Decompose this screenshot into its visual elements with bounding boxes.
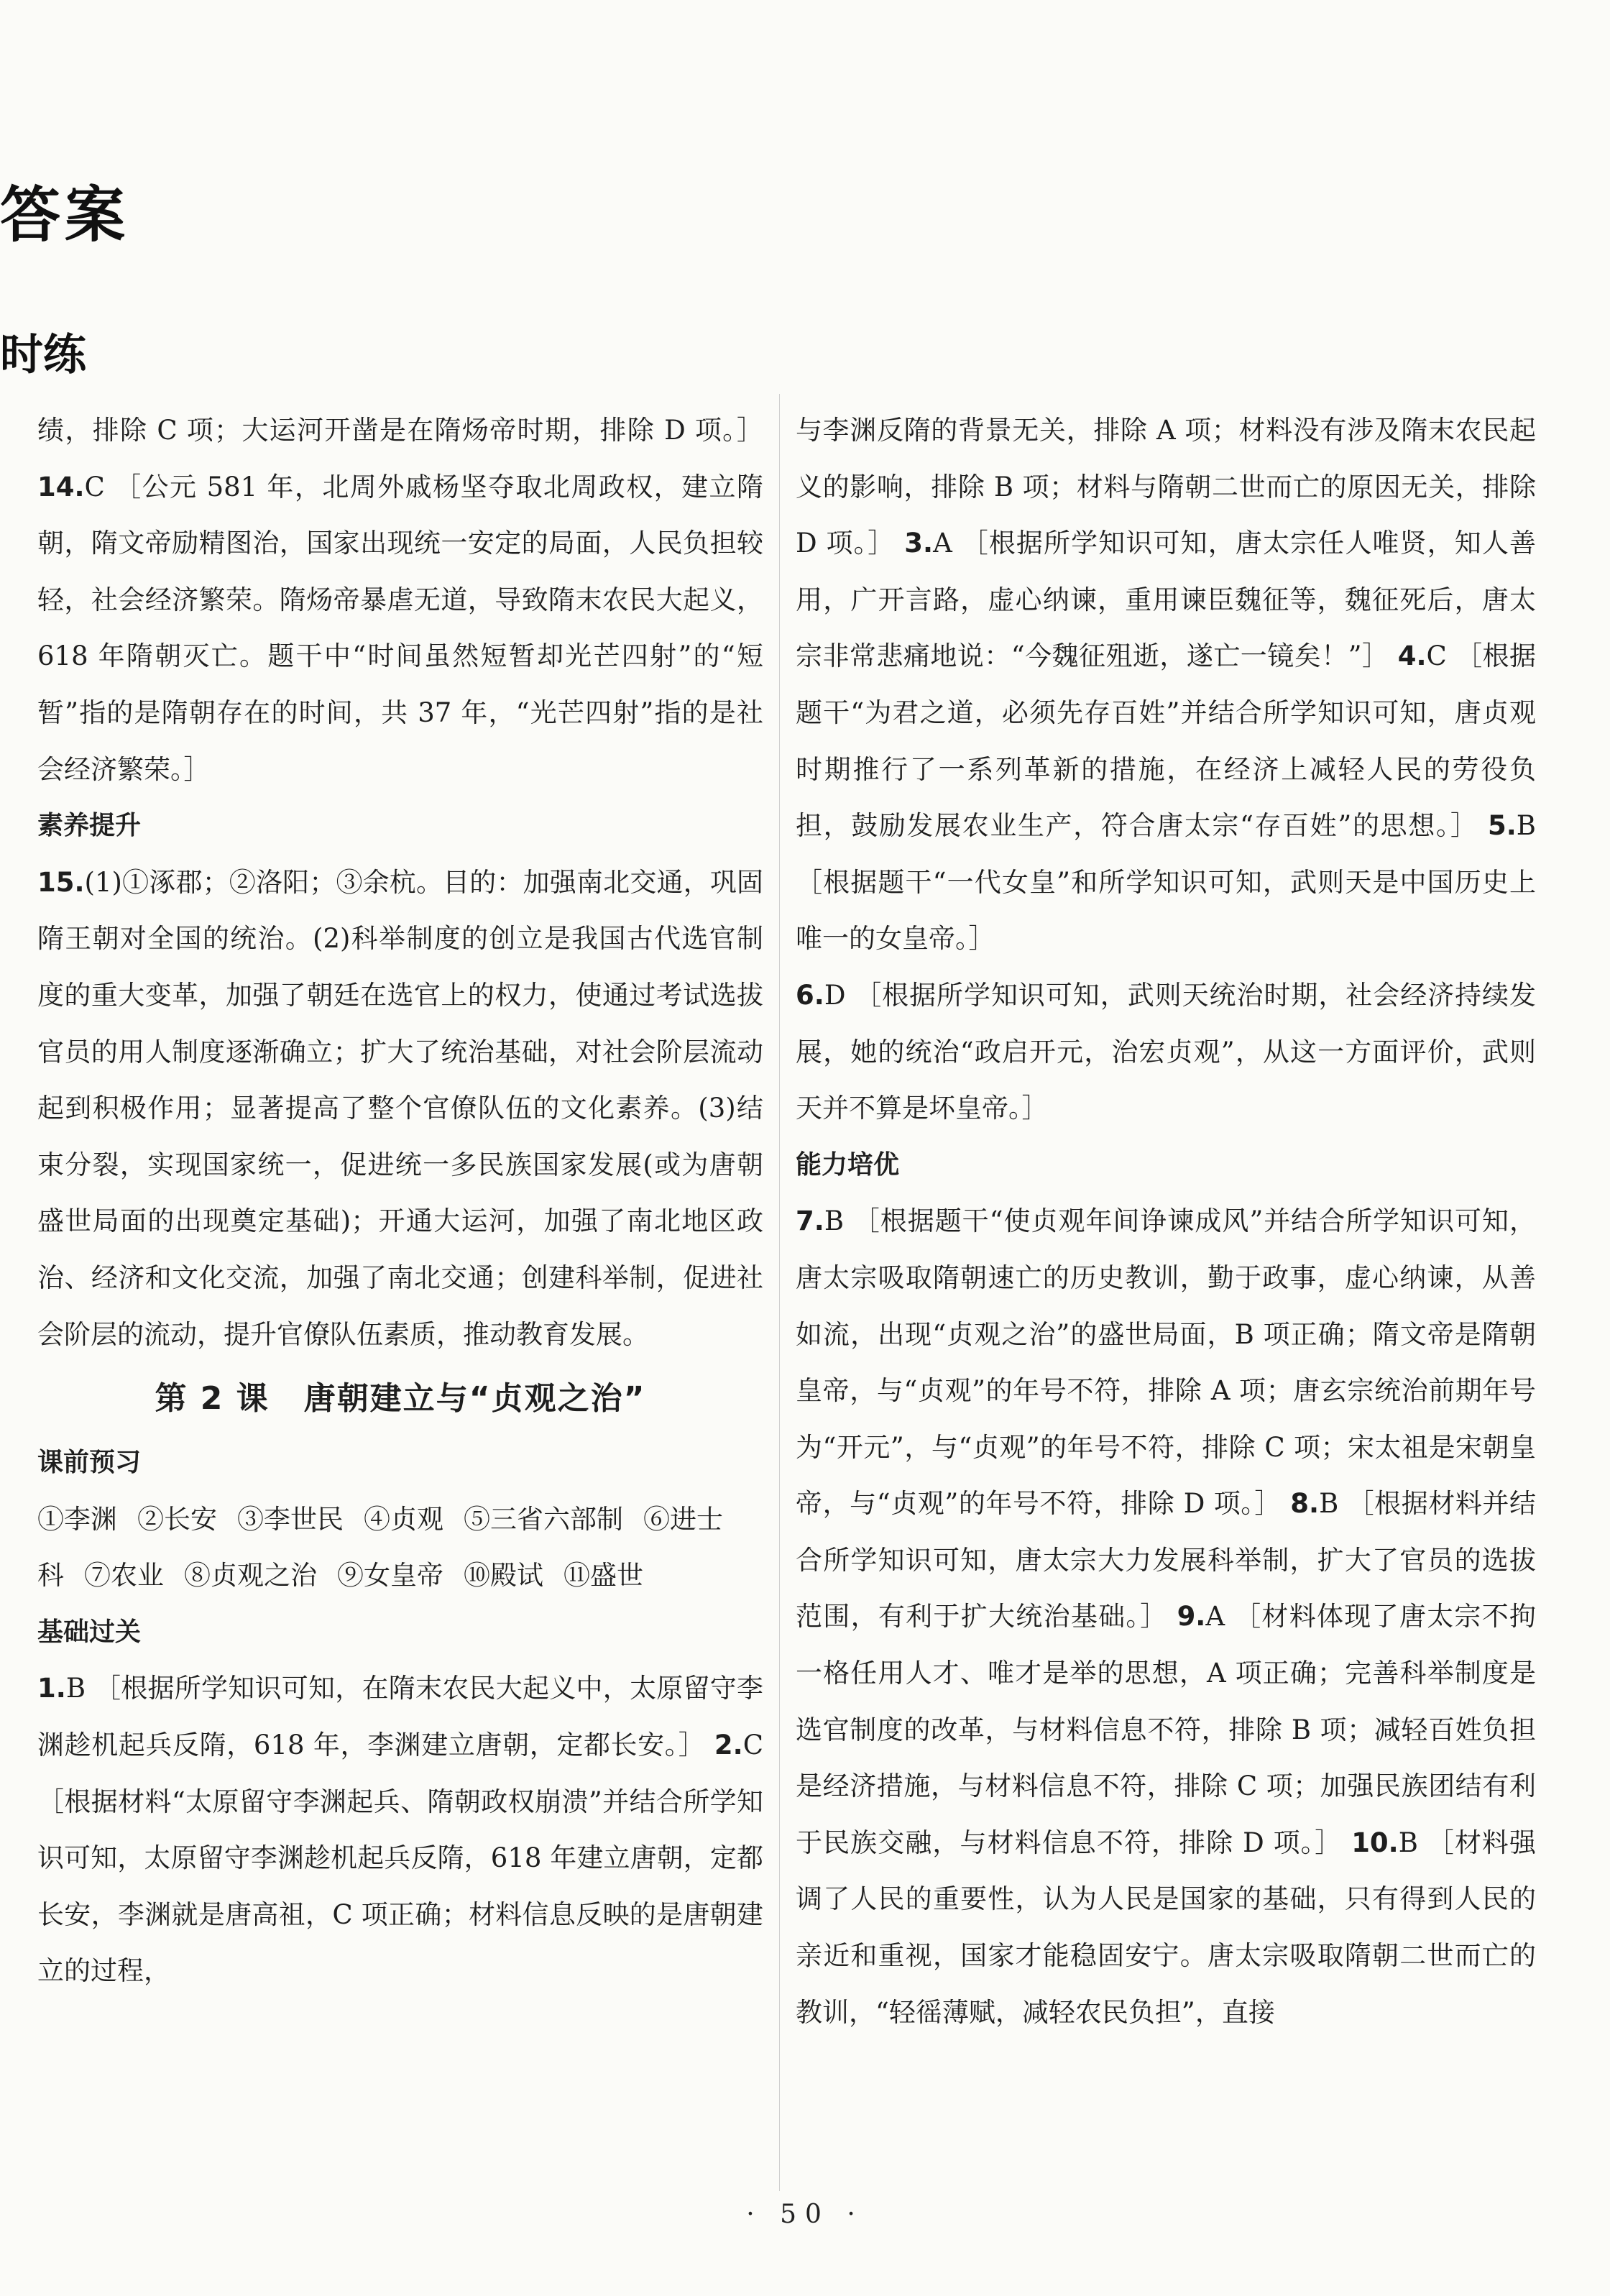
answer-text: C ［公元 581 年，北周外戚杨坚夺取北周政权，建立隋朝，隋文帝励精图治，国家出现统一安定的局面，人民负担较轻，社会经济繁荣。隋炀帝暴虐无道，导致隋末农民大起义，618 年隋朝灭亡。题干中“时间虽然短暂却光芒四射”的“短暂”指的是隋朝存在的时间，共 37 年，“光芒四射”指的是社会经济繁荣。］ [37, 471, 763, 785]
answer-text: C ［根据材料“太原留守李渊起兵、隋朝政权崩溃”并结合所学知识可知，太原留守李渊趁机起兵反隋，618 年建立唐朝，定都长安，李渊就是唐高祖，C 项正确；材料信息反映的是唐朝建立的过程， [37, 1730, 763, 1987]
column-divider [779, 394, 780, 2191]
question-number: 9. [1177, 1601, 1206, 1633]
preview-item: ④贞观 [364, 1503, 443, 1535]
question-number: 5. [1487, 810, 1517, 842]
question-number: 14. [37, 471, 85, 502]
question-number: 2. [714, 1730, 743, 1761]
question-number: 6. [796, 979, 824, 1011]
preview-item: ③李世民 [237, 1503, 344, 1535]
section-heading-ability: 能力培优 [796, 1149, 900, 1180]
answer-text: (1)①涿郡；②洛阳；③余杭。目的：加强南北交通，巩固隋王朝对全国的统治。(2)科举制度的创立是我国古代选官制度的重大变革，加强了朝廷在选官上的权力，使通过考试选拔官员的用人制度逐渐确立；扩大了统治基础，对社会阶层流动起到积极作用；显著提高了整个官僚队伍的文化素养。(3)结束分裂，实现国家统一，促进统一多民族国家发展(或为唐朝盛世局面的出现奠定基础)；开通大运河，加强了南北地区政治、经济和文化交流，加强了南北交通；创建科举制，促进社会阶层的流动，提升官僚队伍素质，推动教育发展。 [37, 866, 763, 1350]
answer-paragraph [796, 403, 1536, 968]
question-number: 3. [904, 528, 934, 559]
page-title: 答案 [0, 180, 130, 250]
answer-text: B ［根据题干“使贞观年间诤谏成风”并结合所学知识可知，唐太宗吸取隋朝速亡的历史教训，勤于政事，虚心纳谏，从善如流，出现“贞观之治”的盛世局面，B 项正确；隋文帝是隋朝皇帝，与“贞观”的年号不符，排除 A 项；唐玄宗统治前期年号为“开元”，与“贞观”的年号不符，排除 C 项；宋太祖是宋朝皇帝，与“贞观”的年号不符，排除 D 项。］ [796, 1206, 1536, 1520]
section-heading-suyang: 素养提升 [37, 811, 142, 841]
preview-item: ⑧贞观之治 [184, 1560, 317, 1592]
answer-paragraph [37, 1661, 763, 2000]
answer-text: B ［根据材料并结合所学知识可知，唐太宗大力发展科举制，扩大了官员的选拔范围，有利于扩大统治基础。］ [796, 1488, 1537, 1633]
section-heading-preview: 课前预习 [37, 1448, 142, 1478]
section-heading-basic: 基础过关 [37, 1617, 142, 1647]
right-column [796, 403, 1536, 2041]
question-number: 7. [796, 1206, 824, 1237]
answer-text: 绩，排除 C 项；大运河开凿是在隋炀帝时期，排除 D 项。］ [37, 415, 763, 446]
answer-text: A ［材料体现了唐太宗不拘一格任用人才、唯才是举的思想，A 项正确；完善科举制度是选官制度的改革，与材料信息不符，排除 B 项；减轻百姓负担是经济措施，与材料信息不符，排除 C 项；加强民族团结有利于民族交融，与材料信息不符，排除 D 项。］ [796, 1601, 1537, 1858]
preview-item: ②长安 [137, 1503, 217, 1535]
preview-item: ⑤三省六部制 [464, 1503, 623, 1535]
page-number: · 50 · [746, 2200, 864, 2229]
answer-paragraph [37, 403, 763, 798]
question-number: 1. [37, 1673, 66, 1704]
preview-item: ⑪盛世 [564, 1560, 643, 1592]
question-number: 10. [1351, 1827, 1399, 1858]
lesson-number: 第 2 课 [155, 1380, 270, 1418]
section-subtitle: 时练 [0, 330, 86, 380]
answer-text: B ［材料强调了人民的重要性，认为人民是国家的基础，只有得到人民的亲近和重视，国家才能稳固安宁。唐太宗吸取隋朝二世而亡的教训，“轻徭薄赋，减轻农民负担”，直接 [796, 1827, 1537, 2028]
preview-item: ⑩殿试 [464, 1560, 543, 1592]
preview-item: ⑨女皇帝 [337, 1560, 443, 1592]
preview-item: ⑦农业 [84, 1560, 164, 1592]
answer-text: 与李渊反隋的背景无关，排除 A 项；材料没有涉及隋末农民起义的影响，排除 B 项；材料与隋朝二世而亡的原因无关，排除 D 项。］ [796, 415, 1536, 559]
answer-text: C ［根据题干“为君之道，必须先存百姓”并结合所学知识可知，唐贞观时期推行了一系列革新的措施，在经济上减轻人民的劳役负担，鼓励发展农业生产，符合唐太宗“存百姓”的思想。］ [796, 640, 1536, 842]
question-number: 4. [1397, 640, 1427, 672]
answer-text: B ［根据所学知识可知，在隋末农民大起义中，太原留守李渊趁机起兵反隋，618 年，李渊建立唐朝，定都长安。］ [37, 1673, 763, 1761]
lesson-heading [37, 1363, 763, 1435]
lesson-title: 唐朝建立与“贞观之治” [303, 1380, 646, 1418]
question-number: 15. [37, 866, 85, 898]
answer-text: B ［根据题干“一代女皇”和所学知识可知，武则天是中国历史上唯一的女皇帝。］ [796, 810, 1536, 955]
answer-paragraph [37, 855, 763, 1363]
answer-paragraph [796, 1193, 1536, 2041]
preview-item: ⑥进士科 [37, 1503, 723, 1592]
answer-text: A ［根据所学知识可知，唐太宗任人唯贤，知人善用，广开言路，虚心纳谏，重用谏臣魏征等，魏征死后，唐太宗非常悲痛地说：“今魏征殂逝，遂亡一镜矣！”］ [796, 528, 1537, 672]
preview-answers [37, 1492, 763, 1604]
preview-item: ①李渊 [37, 1503, 117, 1535]
answer-text: D ［根据所学知识可知，武则天统治时期，社会经济持续发展，她的统治“政启开元，治宏贞观”，从这一方面评价，武则天并不算是坏皇帝。］ [796, 979, 1536, 1124]
left-column [37, 403, 763, 2000]
question-number: 8. [1290, 1488, 1320, 1520]
answer-paragraph [796, 968, 1536, 1137]
